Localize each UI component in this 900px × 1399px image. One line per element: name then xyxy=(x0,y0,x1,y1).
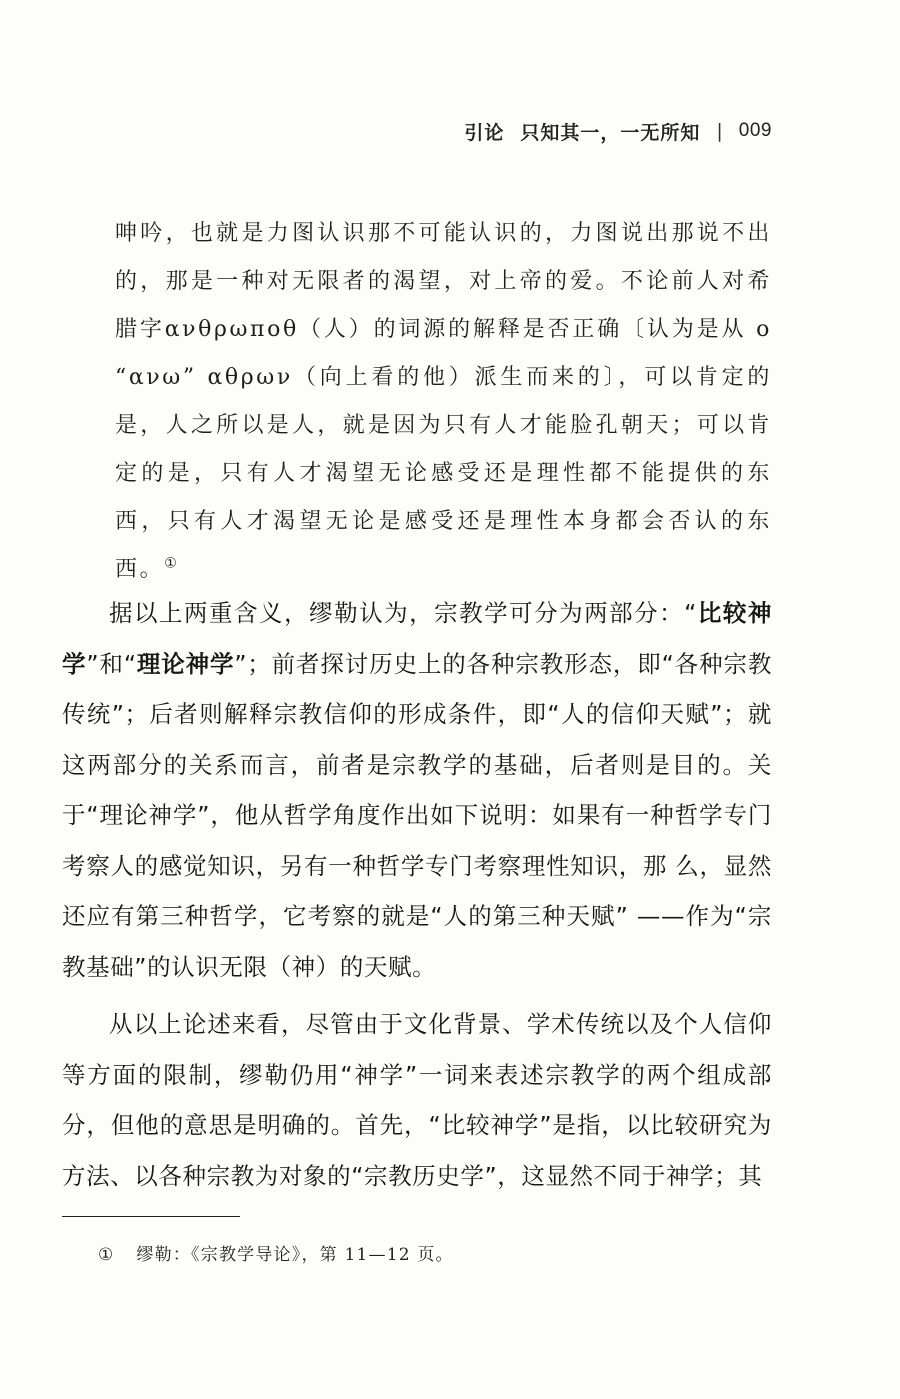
footnote-reference[interactable]: ① xyxy=(164,555,177,572)
bold-term-comparative-theology: 比较神学 xyxy=(62,599,772,678)
block-quote xyxy=(115,210,772,594)
paragraph xyxy=(62,588,772,992)
quote-paragraph xyxy=(115,210,772,594)
text-run: 据以上两重含义，缪勒认为，宗教学可分为两部分：“ xyxy=(109,599,697,627)
running-header xyxy=(464,117,772,145)
body-text xyxy=(62,588,772,1208)
footnote-divider xyxy=(62,1216,240,1217)
footnote-marker: ① xyxy=(98,1245,115,1265)
text-run: ”和“ xyxy=(86,649,137,678)
bold-term-theoretical-theology: 理论神学 xyxy=(136,649,235,678)
page-number: 009 xyxy=(738,120,772,141)
quote-text: 呻吟，也就是力图认识那不可能认识的，力图说出那说不出的，那是一种对无限者的渴望，对上帝的爱。不论前人对希腊字ανθρωποθ（人）的词源的解释是否正确〔认为是从 ο “ανω” αθρων（向上看的他）派生而来的〕，可以肯定的是，人之所以是人，就是因为只有人才能脸孔朝天；可以肯定的是，只有人才渴望无论感受还是理性都不能提供的东西，只有人才渴望无论是感受还是理性本身都会否认的东西。 xyxy=(115,221,772,582)
footnote xyxy=(98,1240,454,1270)
paragraph: 从以上论述来看，尽管由于文化背景、学术传统以及个人信仰等方面的限制，缪勒仍用“神学”一词来表述宗教学的两个组成部分，但他的意思是明确的。首先，“比较神学”是指，以比较研究为方法、以各种宗教为对象的“宗教历史学”，这显然不同于神学；其 xyxy=(62,1010,772,1190)
header-separator: | xyxy=(716,120,723,142)
chapter-title: 只知其一，一无所知 xyxy=(520,121,701,144)
chapter-label: 引论 xyxy=(464,121,505,144)
footnote-text: 缪勒：《宗教学导论》，第 11—12 页。 xyxy=(136,1245,454,1265)
text-run: ”；前者探讨历史上的各种宗教形态，即“各种宗教传统”；后者则解释宗教信仰的形成条件，即“人的信仰天赋”；就这两部分的关系而言，前者是宗教学的基础，后者则是目的。关于“理论神学”，他从哲学角度作出如下说明：如果有一种哲学专门考察人的感觉知识，另有一种哲学专门考察理性知识，那 么，显然还应有第三种哲学，它考察的就是“人的第三种天赋” ——作为“宗教基础”的认识无限（神）的天赋。 xyxy=(62,649,772,981)
